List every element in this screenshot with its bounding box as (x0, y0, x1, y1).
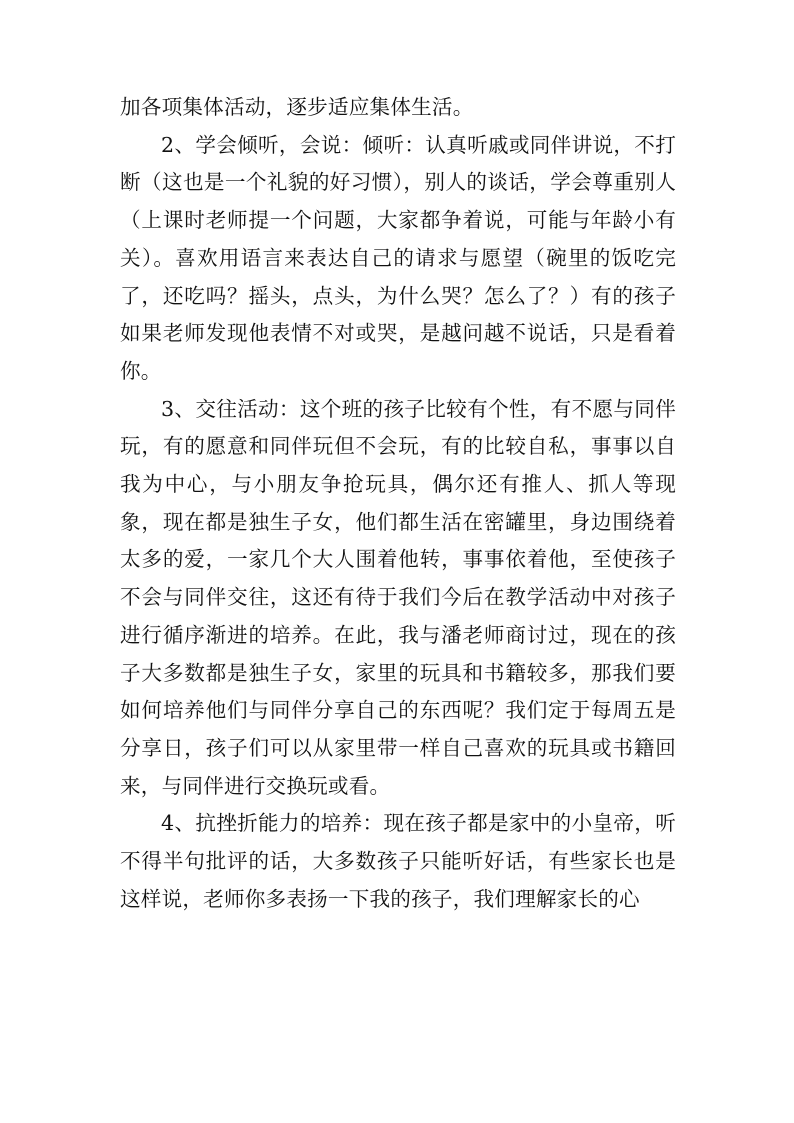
document-body (120, 89, 676, 918)
paragraph-continuation: 加各项集体活动，逐步适应集体生活。 (120, 95, 474, 119)
paragraph-listening-speaking: 2、学会倾听，会说：倾听：认真听戚或同伴讲说，不打断（这也是一个礼貌的好习惯），别人的谈话，学会尊重别人（上课时老师提一个问题，大家都争着说，可能与年龄小有关）。喜欢用语言来表达自己的请求与愿望（碗里的饭吃完了，还吃吗？摇头，点头，为什么哭？怎么了？）有的孩子如果老师发现他表情不对或哭，是越问越不说话，只是看着你。 (120, 132, 676, 383)
paragraph-resilience: 4、抗挫折能力的培养：现在孩子都是家中的小皇帝，听不得半句批评的话，大多数孩子只能听好话，有些家长也是这样说，老师你多表扬一下我的孩子，我们理解家长的心 (120, 811, 676, 911)
paragraph-social-interaction: 3、交往活动：这个班的孩子比较有个性，有不愿与同伴玩，有的愿意和同伴玩但不会玩，有的比较自私，事事以自我为中心，与小朋友争抢玩具，偶尔还有推人、抓人等现象，现在都是独生子女，他们都生活在密罐里，身边围绕着太多的爱，一家几个大人围着他转，事事依着他，至使孩子不会与同伴交往，这还有待于我们今后在教学活动中对孩子进行循序渐进的培养。在此，我与潘老师商讨过，现在的孩子大多数都是独生子女，家里的玩具和书籍较多，那我们要如何培养他们与同伴分享自己的东西呢？我们定于每周五是分享日，孩子们可以从家里带一样自己喜欢的玩具或书籍回来，与同伴进行交换玩或看。 (120, 396, 676, 798)
